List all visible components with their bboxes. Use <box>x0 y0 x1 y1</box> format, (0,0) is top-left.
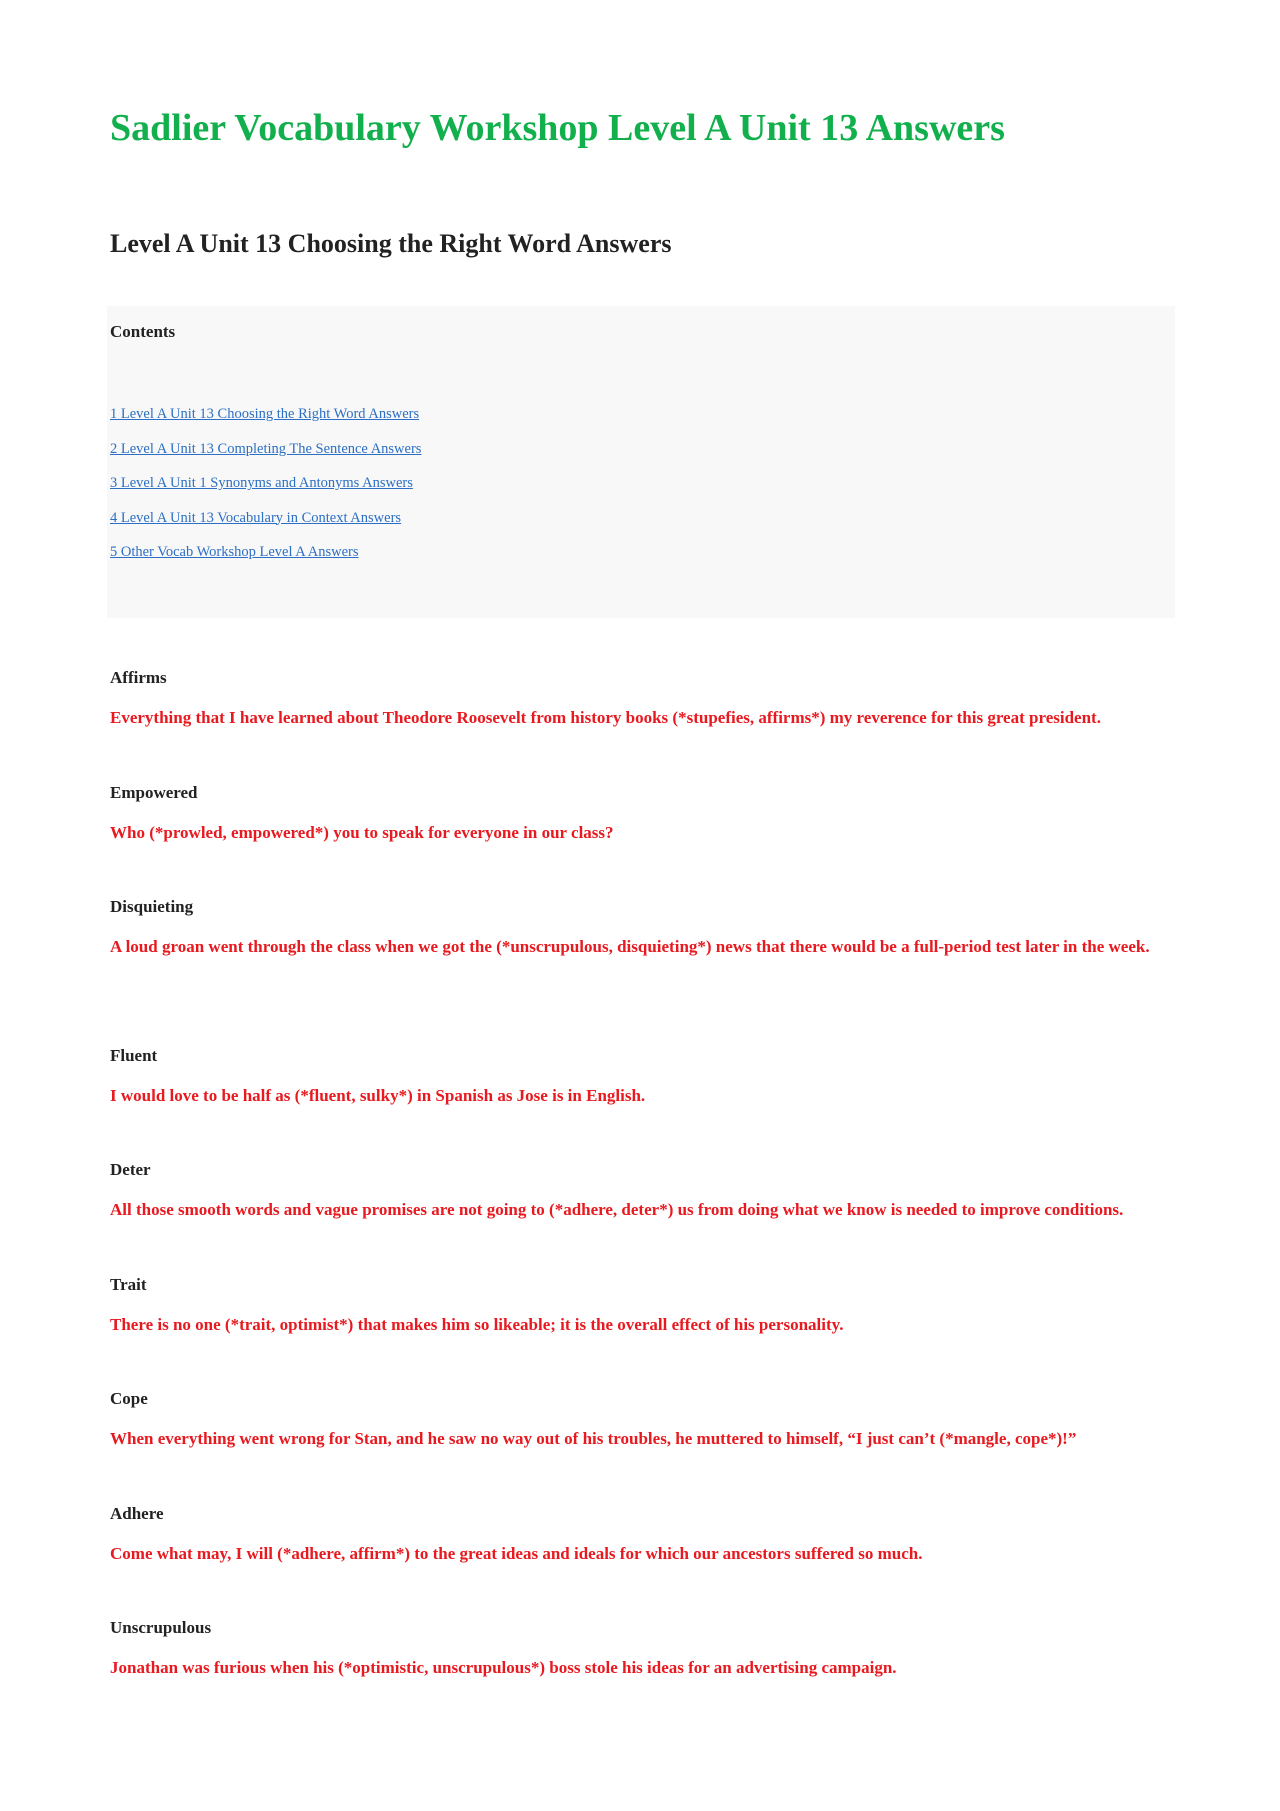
answer-entry <box>110 1046 1180 1161</box>
answer-word: Affirms <box>110 668 167 687</box>
answer-entry <box>110 1160 1180 1275</box>
toc-link-completing-sentence[interactable]: 2 Level A Unit 13 Completing The Sentence Answers <box>110 440 422 457</box>
answer-word: Trait <box>110 1274 147 1294</box>
answer-word: Cope <box>110 1389 148 1408</box>
answer-sentence: Come what may, I will (*adhere, affirm*) to the great ideas and ideals for which our ancestors suffered so much. <box>110 1543 923 1563</box>
answer-entry <box>110 1618 1180 1733</box>
answer-sentence: Who (*prowled, empowered*) you to speak for everyone in our class? <box>110 822 614 842</box>
answer-entry <box>110 1275 1180 1390</box>
toc-item <box>110 508 421 543</box>
toc-item <box>110 542 421 577</box>
table-of-contents <box>107 306 1175 618</box>
toc-link-vocabulary-in-context[interactable]: 4 Level A Unit 13 Vocabulary in Context Answers <box>110 509 402 526</box>
toc-link-synonyms-antonyms[interactable]: 3 Level A Unit 1 Synonyms and Antonyms Answers <box>110 475 413 491</box>
answer-sentence: All those smooth words and vague promises are not going to (*adhere, deter*) us from doing what we know is needed to improve conditions. <box>110 1200 1124 1219</box>
answer-entry <box>110 668 1180 783</box>
answer-sentence: Everything that I have learned about Theodore Roosevelt from history books (*stupefies, affirms*) my reverence for this great president. <box>110 708 1101 727</box>
answer-word: Empowered <box>110 782 198 802</box>
answer-list <box>110 668 1180 1733</box>
toc-list <box>110 404 421 577</box>
toc-link-other-answers[interactable]: 5 Other Vocab Workshop Level A Answers <box>110 544 359 560</box>
toc-link-choosing-right-word[interactable]: 1 Level A Unit 13 Choosing the Right Word Answers <box>110 406 420 422</box>
answer-entry <box>110 1504 1180 1619</box>
answer-entry <box>110 783 1180 898</box>
answer-sentence: Jonathan was furious when his (*optimistic, unscrupulous*) boss stole his ideas for an advertising campaign. <box>110 1658 897 1677</box>
answer-word: Unscrupulous <box>110 1618 212 1637</box>
answer-word: Disquieting <box>110 897 194 916</box>
toc-item <box>110 439 421 474</box>
answer-sentence: I would love to be half as (*fluent, sulky*) in Spanish as Jose is in English. <box>110 1085 646 1105</box>
toc-title: Contents <box>110 322 176 341</box>
page-title: Sadlier Vocabulary Workshop Level A Unit 13 Answers <box>110 107 1005 149</box>
toc-item <box>110 473 421 508</box>
toc-item <box>110 404 421 439</box>
answer-sentence: There is no one (*trait, optimist*) that makes him so likeable; it is the overall effect of his personality. <box>110 1314 844 1334</box>
answer-sentence: A loud groan went through the class when we got the (*unscrupulous, disquieting*) news that there would be a full-period test later in the week. <box>110 937 1150 956</box>
section-heading: Level A Unit 13 Choosing the Right Word Answers <box>110 229 672 258</box>
answer-word: Deter <box>110 1160 151 1179</box>
answer-entry <box>110 897 1180 1046</box>
answer-word: Adhere <box>110 1503 164 1523</box>
answer-sentence: When everything went wrong for Stan, and he saw no way out of his troubles, he muttered to himself, “I just can’t (*mangle, cope*)!” <box>110 1429 1077 1448</box>
answer-word: Fluent <box>110 1045 158 1065</box>
answer-entry <box>110 1389 1180 1504</box>
